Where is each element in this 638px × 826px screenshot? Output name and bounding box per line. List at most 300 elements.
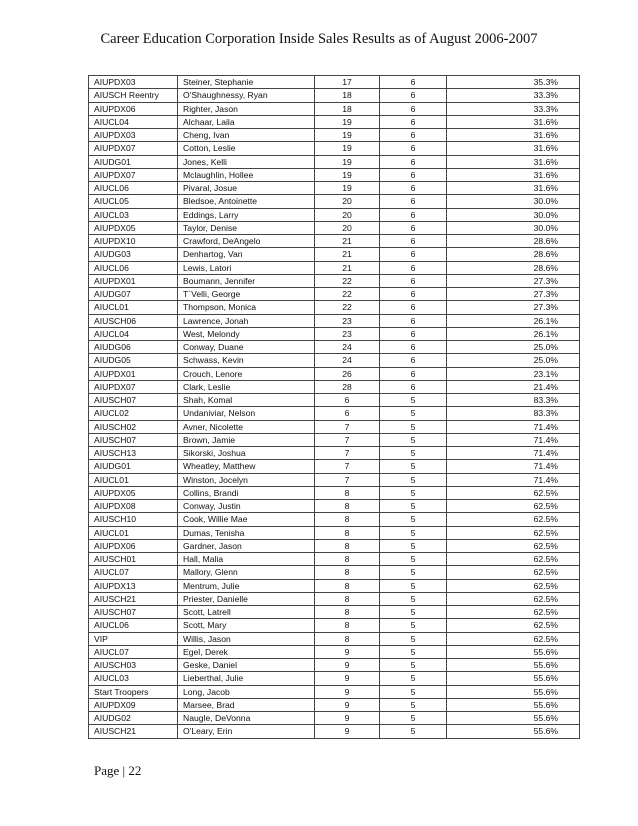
group-cell: AIUPDX08: [89, 500, 178, 513]
count-cell: 18: [315, 89, 380, 102]
sales-cell: 5: [380, 447, 447, 460]
group-cell: AIUPDX07: [89, 380, 178, 393]
table-row: [89, 447, 580, 460]
percent-cell: 62.5%: [447, 526, 580, 539]
count-cell: 21: [315, 235, 380, 248]
rep-name-cell: Egel, Derek: [178, 645, 315, 658]
rep-name-cell: Taylor, Denise: [178, 221, 315, 234]
rep-name-cell: Gardner, Jason: [178, 539, 315, 552]
table-row: [89, 672, 580, 685]
count-cell: 9: [315, 712, 380, 725]
rep-name-cell: Winston, Jocelyn: [178, 473, 315, 486]
group-cell: AIUDG02: [89, 712, 178, 725]
group-cell: AIUDG07: [89, 288, 178, 301]
percent-cell: 62.5%: [447, 513, 580, 526]
rep-name-cell: Long, Jacob: [178, 685, 315, 698]
rep-name-cell: Cook, Willie Mae: [178, 513, 315, 526]
count-cell: 8: [315, 579, 380, 592]
group-cell: AIUCL03: [89, 672, 178, 685]
sales-cell: 6: [380, 354, 447, 367]
percent-cell: 21.4%: [447, 380, 580, 393]
count-cell: 23: [315, 314, 380, 327]
percent-cell: 26.1%: [447, 314, 580, 327]
page-number: Page | 22: [94, 763, 142, 778]
rep-name-cell: Collins, Brandi: [178, 486, 315, 499]
table-row: [89, 592, 580, 605]
count-cell: 19: [315, 155, 380, 168]
count-cell: 8: [315, 500, 380, 513]
rep-name-cell: Cotton, Leslie: [178, 142, 315, 155]
table-row: [89, 632, 580, 645]
group-cell: Start Troopers: [89, 685, 178, 698]
group-cell: AIUPDX10: [89, 235, 178, 248]
group-cell: AIUCL06: [89, 182, 178, 195]
table-row: [89, 619, 580, 632]
table-row: [89, 354, 580, 367]
group-cell: AIUCL01: [89, 473, 178, 486]
table-row: [89, 698, 580, 711]
percent-cell: 55.6%: [447, 685, 580, 698]
group-cell: AIUPDX01: [89, 274, 178, 287]
rep-name-cell: Crouch, Lenore: [178, 367, 315, 380]
percent-cell: 71.4%: [447, 420, 580, 433]
rep-name-cell: Bledsoe, Antoinette: [178, 195, 315, 208]
count-cell: 6: [315, 407, 380, 420]
table-row: [89, 500, 580, 513]
sales-cell: 6: [380, 380, 447, 393]
rep-name-cell: Schwass, Kevin: [178, 354, 315, 367]
rep-name-cell: Willis, Jason: [178, 632, 315, 645]
count-cell: 7: [315, 433, 380, 446]
group-cell: AIUPDX13: [89, 579, 178, 592]
rep-name-cell: Eddings, Larry: [178, 208, 315, 221]
sales-cell: 5: [380, 433, 447, 446]
count-cell: 8: [315, 553, 380, 566]
group-cell: AIUDG03: [89, 248, 178, 261]
sales-cell: 6: [380, 367, 447, 380]
table-row: [89, 221, 580, 234]
rep-name-cell: Mallory, Glenn: [178, 566, 315, 579]
sales-cell: 5: [380, 473, 447, 486]
table-row: [89, 288, 580, 301]
table-row: [89, 566, 580, 579]
count-cell: 24: [315, 341, 380, 354]
rep-name-cell: Denhartog, Van: [178, 248, 315, 261]
table-row: [89, 685, 580, 698]
count-cell: 23: [315, 327, 380, 340]
percent-cell: 55.6%: [447, 725, 580, 738]
percent-cell: 31.6%: [447, 182, 580, 195]
table-row: [89, 248, 580, 261]
sales-cell: 5: [380, 619, 447, 632]
table-row: [89, 367, 580, 380]
count-cell: 8: [315, 619, 380, 632]
rep-name-cell: Wheatley, Matthew: [178, 460, 315, 473]
rep-name-cell: Hall, Malia: [178, 553, 315, 566]
table-row: [89, 394, 580, 407]
rep-name-cell: Dumas, Tenisha: [178, 526, 315, 539]
count-cell: 9: [315, 685, 380, 698]
group-cell: AIUCL04: [89, 327, 178, 340]
sales-cell: 6: [380, 235, 447, 248]
sales-cell: 6: [380, 142, 447, 155]
table-row: [89, 712, 580, 725]
group-cell: AIUPDX06: [89, 102, 178, 115]
sales-cell: 6: [380, 274, 447, 287]
count-cell: 19: [315, 182, 380, 195]
count-cell: 6: [315, 394, 380, 407]
percent-cell: 31.6%: [447, 115, 580, 128]
percent-cell: 28.6%: [447, 235, 580, 248]
rep-name-cell: Alchaar, Laila: [178, 115, 315, 128]
percent-cell: 83.3%: [447, 407, 580, 420]
sales-cell: 6: [380, 168, 447, 181]
group-cell: AIUCL01: [89, 526, 178, 539]
group-cell: AIUPDX05: [89, 486, 178, 499]
count-cell: 9: [315, 725, 380, 738]
group-cell: AIUCL04: [89, 115, 178, 128]
group-cell: AIUPDX07: [89, 142, 178, 155]
count-cell: 9: [315, 659, 380, 672]
count-cell: 20: [315, 208, 380, 221]
rep-name-cell: Priester, Danielle: [178, 592, 315, 605]
percent-cell: 23.1%: [447, 367, 580, 380]
percent-cell: 62.5%: [447, 632, 580, 645]
sales-cell: 5: [380, 659, 447, 672]
percent-cell: 33.3%: [447, 102, 580, 115]
table-row: [89, 725, 580, 738]
rep-name-cell: Clark, Leslie: [178, 380, 315, 393]
table-row: [89, 380, 580, 393]
table-row: [89, 579, 580, 592]
count-cell: 9: [315, 672, 380, 685]
sales-cell: 6: [380, 89, 447, 102]
percent-cell: 28.6%: [447, 261, 580, 274]
group-cell: AIUPDX03: [89, 76, 178, 89]
rep-name-cell: Cheng, Ivan: [178, 129, 315, 142]
group-cell: AIUSCH13: [89, 447, 178, 460]
sales-cell: 6: [380, 195, 447, 208]
rep-name-cell: West, Melondy: [178, 327, 315, 340]
percent-cell: 83.3%: [447, 394, 580, 407]
group-cell: AIUDG01: [89, 155, 178, 168]
count-cell: 24: [315, 354, 380, 367]
count-cell: 8: [315, 526, 380, 539]
table-row: [89, 168, 580, 181]
percent-cell: 71.4%: [447, 447, 580, 460]
group-cell: AIUSCH10: [89, 513, 178, 526]
group-cell: AIUSCH03: [89, 659, 178, 672]
rep-name-cell: Pivaral, Josue: [178, 182, 315, 195]
table-row: [89, 433, 580, 446]
percent-cell: 27.3%: [447, 301, 580, 314]
percent-cell: 62.5%: [447, 592, 580, 605]
count-cell: 17: [315, 76, 380, 89]
rep-name-cell: Brown, Jamie: [178, 433, 315, 446]
rep-name-cell: Marsee, Brad: [178, 698, 315, 711]
rep-name-cell: Conway, Duane: [178, 341, 315, 354]
count-cell: 22: [315, 274, 380, 287]
rep-name-cell: Scott, Mary: [178, 619, 315, 632]
count-cell: 8: [315, 486, 380, 499]
sales-cell: 5: [380, 672, 447, 685]
percent-cell: 31.6%: [447, 142, 580, 155]
count-cell: 8: [315, 592, 380, 605]
group-cell: AIUPDX09: [89, 698, 178, 711]
percent-cell: 28.6%: [447, 248, 580, 261]
group-cell: AIUCL07: [89, 645, 178, 658]
rep-name-cell: Scott, Latrell: [178, 606, 315, 619]
table-row: [89, 460, 580, 473]
table-row: [89, 274, 580, 287]
percent-cell: 25.0%: [447, 341, 580, 354]
count-cell: 28: [315, 380, 380, 393]
group-cell: VIP: [89, 632, 178, 645]
sales-cell: 5: [380, 685, 447, 698]
sales-cell: 5: [380, 725, 447, 738]
rep-name-cell: O'Leary, Erin: [178, 725, 315, 738]
sales-cell: 5: [380, 539, 447, 552]
sales-cell: 6: [380, 314, 447, 327]
count-cell: 9: [315, 645, 380, 658]
group-cell: AIUCL01: [89, 301, 178, 314]
percent-cell: 62.5%: [447, 566, 580, 579]
group-cell: AIUSCH02: [89, 420, 178, 433]
table-row: [89, 314, 580, 327]
count-cell: 7: [315, 447, 380, 460]
group-cell: AIUCL02: [89, 407, 178, 420]
rep-name-cell: O'Shaughnessy, Ryan: [178, 89, 315, 102]
table-row: [89, 327, 580, 340]
percent-cell: 62.5%: [447, 539, 580, 552]
percent-cell: 31.6%: [447, 129, 580, 142]
count-cell: 7: [315, 420, 380, 433]
percent-cell: 62.5%: [447, 606, 580, 619]
group-cell: AIUPDX03: [89, 129, 178, 142]
sales-cell: 5: [380, 460, 447, 473]
table-row: [89, 486, 580, 499]
table-row: [89, 526, 580, 539]
table-row: [89, 473, 580, 486]
rep-name-cell: Steiner, Stephanie: [178, 76, 315, 89]
table-row: [89, 129, 580, 142]
sales-cell: 5: [380, 513, 447, 526]
percent-cell: 62.5%: [447, 500, 580, 513]
group-cell: AIUSCH07: [89, 433, 178, 446]
percent-cell: 62.5%: [447, 486, 580, 499]
rep-name-cell: Thompson, Monica: [178, 301, 315, 314]
count-cell: 21: [315, 261, 380, 274]
sales-cell: 6: [380, 261, 447, 274]
table-row: [89, 89, 580, 102]
table-row: [89, 76, 580, 89]
sales-cell: 6: [380, 102, 447, 115]
table-row: [89, 115, 580, 128]
percent-cell: 55.6%: [447, 645, 580, 658]
sales-cell: 6: [380, 182, 447, 195]
count-cell: 26: [315, 367, 380, 380]
table-row: [89, 155, 580, 168]
rep-name-cell: Lieberthal, Julie: [178, 672, 315, 685]
count-cell: 18: [315, 102, 380, 115]
sales-cell: 5: [380, 712, 447, 725]
sales-cell: 6: [380, 221, 447, 234]
count-cell: 19: [315, 142, 380, 155]
table-row: [89, 301, 580, 314]
table-row: [89, 182, 580, 195]
percent-cell: 30.0%: [447, 221, 580, 234]
rep-name-cell: Mclaughlin, Hollee: [178, 168, 315, 181]
group-cell: AIUCL06: [89, 619, 178, 632]
table-row: [89, 195, 580, 208]
percent-cell: 55.6%: [447, 712, 580, 725]
rep-name-cell: Shah, Komal: [178, 394, 315, 407]
table-row: [89, 142, 580, 155]
sales-cell: 6: [380, 115, 447, 128]
group-cell: AIUDG01: [89, 460, 178, 473]
rep-name-cell: Avner, Nicolette: [178, 420, 315, 433]
group-cell: AIUSCH06: [89, 314, 178, 327]
page-title: Career Education Corporation Inside Sales Results as of August 2006-2007: [100, 31, 538, 47]
results-table: [88, 75, 580, 739]
count-cell: 9: [315, 698, 380, 711]
rep-name-cell: Mentrum, Julie: [178, 579, 315, 592]
count-cell: 21: [315, 248, 380, 261]
table-row: [89, 102, 580, 115]
percent-cell: 71.4%: [447, 460, 580, 473]
sales-cell: 6: [380, 301, 447, 314]
percent-cell: 30.0%: [447, 195, 580, 208]
group-cell: AIUPDX01: [89, 367, 178, 380]
group-cell: AIUSCH21: [89, 592, 178, 605]
percent-cell: 27.3%: [447, 288, 580, 301]
percent-cell: 35.3%: [447, 76, 580, 89]
percent-cell: 25.0%: [447, 354, 580, 367]
group-cell: AIUSCH01: [89, 553, 178, 566]
rep-name-cell: Naugle, DeVonna: [178, 712, 315, 725]
count-cell: 20: [315, 221, 380, 234]
sales-cell: 6: [380, 155, 447, 168]
rep-name-cell: Righter, Jason: [178, 102, 315, 115]
percent-cell: 62.5%: [447, 619, 580, 632]
sales-cell: 5: [380, 632, 447, 645]
sales-cell: 6: [380, 341, 447, 354]
table-row: [89, 606, 580, 619]
count-cell: 22: [315, 301, 380, 314]
count-cell: 20: [315, 195, 380, 208]
group-cell: AIUCL03: [89, 208, 178, 221]
table-row: [89, 420, 580, 433]
sales-cell: 5: [380, 526, 447, 539]
sales-cell: 6: [380, 327, 447, 340]
group-cell: AIUSCH07: [89, 606, 178, 619]
rep-name-cell: T`Velli, George: [178, 288, 315, 301]
count-cell: 19: [315, 129, 380, 142]
count-cell: 8: [315, 513, 380, 526]
table-row: [89, 539, 580, 552]
sales-cell: 5: [380, 420, 447, 433]
rep-name-cell: Jones, Kelli: [178, 155, 315, 168]
percent-cell: 55.6%: [447, 698, 580, 711]
sales-cell: 5: [380, 394, 447, 407]
group-cell: AIUDG05: [89, 354, 178, 367]
count-cell: 7: [315, 473, 380, 486]
percent-cell: 27.3%: [447, 274, 580, 287]
percent-cell: 62.5%: [447, 553, 580, 566]
group-cell: AIUSCH Reentry: [89, 89, 178, 102]
table-row: [89, 513, 580, 526]
sales-cell: 6: [380, 76, 447, 89]
table-row: [89, 645, 580, 658]
group-cell: AIUPDX05: [89, 221, 178, 234]
table-row: [89, 407, 580, 420]
sales-cell: 5: [380, 407, 447, 420]
table-row: [89, 659, 580, 672]
table-row: [89, 235, 580, 248]
percent-cell: 62.5%: [447, 579, 580, 592]
sales-cell: 6: [380, 288, 447, 301]
rep-name-cell: Crawford, DeAngelo: [178, 235, 315, 248]
count-cell: 8: [315, 539, 380, 552]
table-row: [89, 341, 580, 354]
sales-cell: 6: [380, 129, 447, 142]
group-cell: AIUCL05: [89, 195, 178, 208]
percent-cell: 55.6%: [447, 659, 580, 672]
count-cell: 8: [315, 606, 380, 619]
percent-cell: 55.6%: [447, 672, 580, 685]
sales-cell: 5: [380, 500, 447, 513]
group-cell: AIUPDX06: [89, 539, 178, 552]
count-cell: 19: [315, 115, 380, 128]
rep-name-cell: Boumann, Jennifer: [178, 274, 315, 287]
group-cell: AIUDG06: [89, 341, 178, 354]
group-cell: AIUSCH07: [89, 394, 178, 407]
percent-cell: 30.0%: [447, 208, 580, 221]
count-cell: 8: [315, 632, 380, 645]
sales-cell: 5: [380, 553, 447, 566]
percent-cell: 26.1%: [447, 327, 580, 340]
rep-name-cell: Conway, Justin: [178, 500, 315, 513]
percent-cell: 71.4%: [447, 473, 580, 486]
table-row: [89, 261, 580, 274]
count-cell: 22: [315, 288, 380, 301]
group-cell: AIUPDX07: [89, 168, 178, 181]
percent-cell: 71.4%: [447, 433, 580, 446]
table-row: [89, 208, 580, 221]
rep-name-cell: Geske, Daniel: [178, 659, 315, 672]
group-cell: AIUCL07: [89, 566, 178, 579]
sales-cell: 5: [380, 698, 447, 711]
group-cell: AIUSCH21: [89, 725, 178, 738]
sales-cell: 5: [380, 645, 447, 658]
group-cell: AIUCL06: [89, 261, 178, 274]
rep-name-cell: Sikorski, Joshua: [178, 447, 315, 460]
rep-name-cell: Undaniviar, Nelson: [178, 407, 315, 420]
rep-name-cell: Lawrence, Jonah: [178, 314, 315, 327]
rep-name-cell: Lewis, Latori: [178, 261, 315, 274]
percent-cell: 31.6%: [447, 168, 580, 181]
table-row: [89, 553, 580, 566]
sales-cell: 5: [380, 592, 447, 605]
sales-cell: 5: [380, 579, 447, 592]
count-cell: 8: [315, 566, 380, 579]
sales-cell: 5: [380, 566, 447, 579]
percent-cell: 33.3%: [447, 89, 580, 102]
count-cell: 7: [315, 460, 380, 473]
sales-cell: 5: [380, 606, 447, 619]
percent-cell: 31.6%: [447, 155, 580, 168]
sales-cell: 6: [380, 208, 447, 221]
